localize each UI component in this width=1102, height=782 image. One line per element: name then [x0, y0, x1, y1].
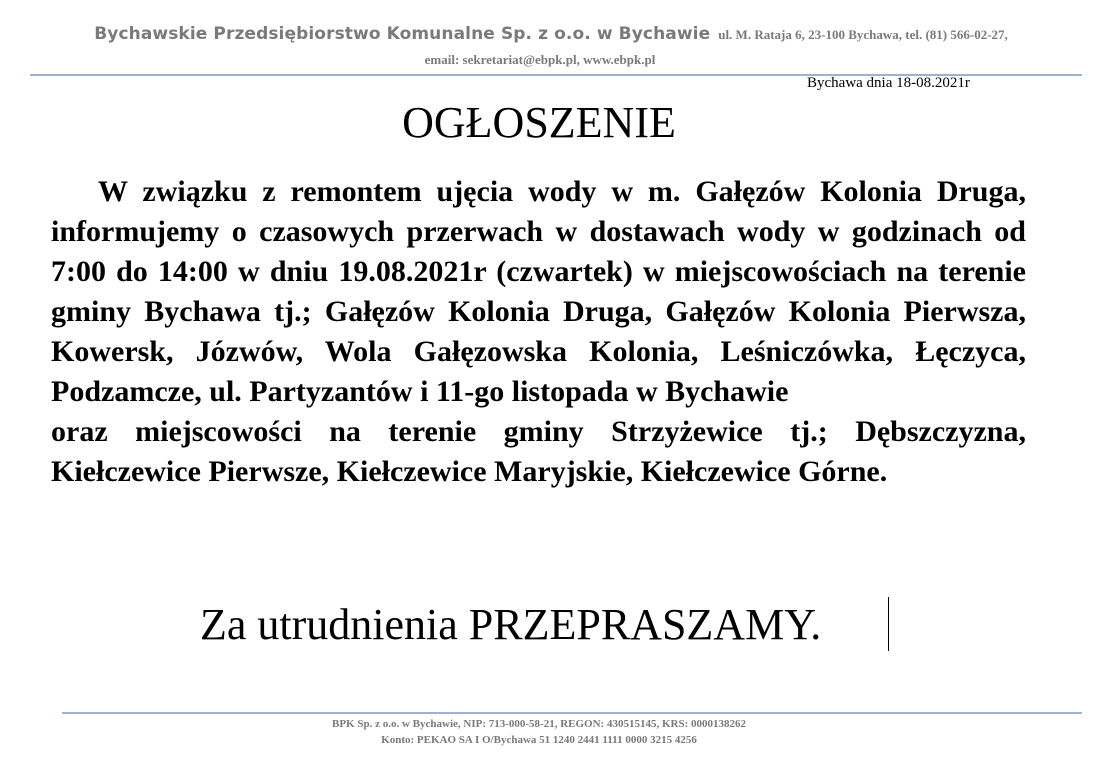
announcement-paragraph-2: oraz miejscowości na terenie gminy Strzyżewice tj.; Dębszczyzna, Kiełczewice Pierwsze, Kiełczewice Maryjskie, Kiełczewice Górne.: [51, 415, 1026, 488]
footer-bank-account: Konto: PEKAO SA I O/Bychawa 51 1240 2441 1111 0000 3215 4256: [381, 734, 697, 746]
document-date: Bychawa dnia 18-08.2021r: [807, 75, 970, 91]
letterhead-company-line: [0, 24, 1102, 44]
letterhead-contact: email: sekretariat@ebpk.pl, www.ebpk.pl: [424, 52, 656, 67]
closing-apology: Za utrudnienia PRZEPRASZAMY.: [200, 600, 822, 649]
company-name: Bychawskie Przedsiębiorstwo Komunalne Sp. z o.o. w Bychawie: [94, 24, 711, 44]
footer-divider: [62, 712, 1082, 714]
announcement-body: [51, 172, 1026, 492]
announcement-paragraph-1: W związku z remontem ujęcia wody w m. Gałęzów Kolonia Druga, informujemy o czasowych przerwach w dostawach wody w godzinach od 7:00 do 14:00 w dniu 19.08.2021r (czwartek) w miejscowościach na terenie gminy Bychawa tj.; Gałęzów Kolonia Druga, Gałęzów Kolonia Pierwsza, Kowersk, Józwów, Wola Gałęzowska Kolonia, Leśniczówka, Łęczyca, Podzamcze, ul. Partyzantów i 11-go listopada w Bychawie: [51, 175, 1026, 408]
text-cursor: [888, 597, 889, 651]
footer-registration: BPK Sp. z o.o. w Bychawie, NIP: 713-000-58-21, REGON: 430515145, KRS: 0000138262: [331, 718, 747, 730]
company-address: ul. M. Rataja 6, 23-100 Bychawa, tel. (81) 566-02-27,: [718, 27, 1008, 42]
document-title: OGŁOSZENIE: [402, 98, 676, 147]
